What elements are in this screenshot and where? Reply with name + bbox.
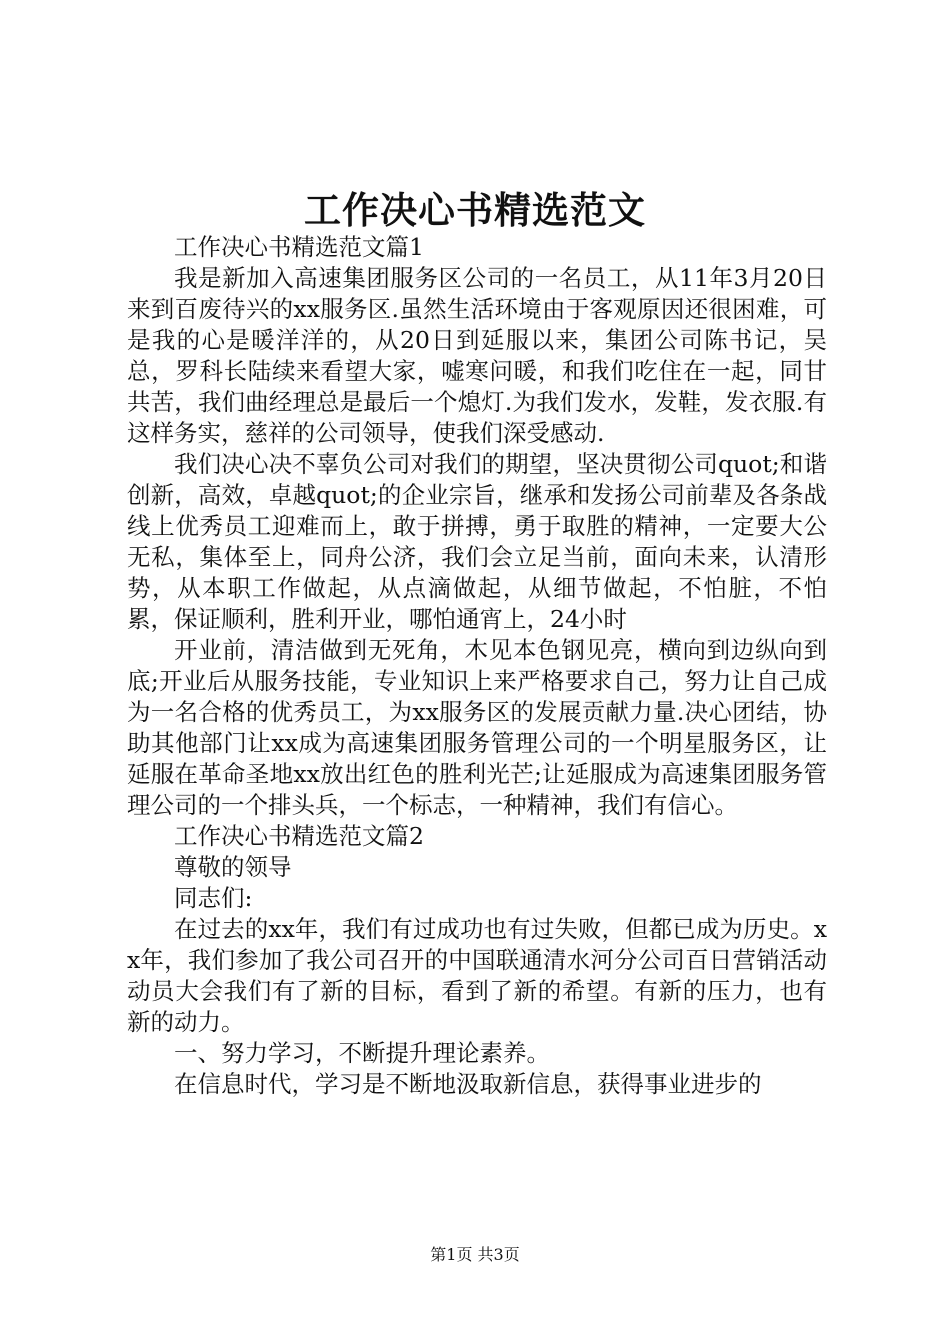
subheading: 一、努力学习，不断提升理论素养。 xyxy=(174,1039,550,1067)
salutation: 尊敬的领导 xyxy=(174,853,292,881)
section-heading-1: 工作决心书精选范文篇1 xyxy=(174,233,424,261)
document-title: 工作决心书精选范文 xyxy=(304,188,646,232)
paragraph: 在过去的xx年，我们有过成功也有过失败，但都已成为历史。xx年，我们参加了我公司召开的中国联通清水河分公司百日营销活动动员大会我们有了新的目标，看到了新的希望。有新的压力，也有新的动力。 xyxy=(127,915,827,1036)
section-heading-2: 工作决心书精选范文篇2 xyxy=(174,822,424,850)
document-body xyxy=(127,232,827,1100)
paragraph: 在信息时代，学习是不断地汲取新信息，获得事业进步的 xyxy=(174,1070,762,1098)
paragraph: 我是新加入高速集团服务区公司的一名员工，从11年3月20日来到百废待兴的xx服务区.虽然生活环境由于客观原因还很困难，可是我的心是暖洋洋的，从20日到延服以来，集团公司陈书记，吴总，罗科长陆续来看望大家，嘘寒问暖，和我们吃住在一起，同甘共苦，我们曲经理总是最后一个熄灯.为我们发水，发鞋，发衣服.有这样务实，慈祥的公司领导，使我们深受感动. xyxy=(127,264,827,447)
paragraph: 开业前，清洁做到无死角，木见本色钢见亮，横向到边纵向到底;开业后从服务技能，专业知识上来严格要求自己，努力让自己成为一名合格的优秀员工，为xx服务区的发展贡献力量.决心团结，协助其他部门让xx成为高速集团服务管理公司的一个明星服务区，让延服在革命圣地xx放出红色的胜利光芒;让延服成为高速集团服务管理公司的一个排头兵，一个标志，一种精神，我们有信心。 xyxy=(127,636,827,819)
page-number-footer: 第1页 共3页 xyxy=(430,1245,520,1264)
salutation: 同志们: xyxy=(174,884,253,912)
paragraph: 我们决心决不辜负公司对我们的期望，坚决贯彻公司quot;和谐创新，高效，卓越quot;的企业宗旨，继承和发扬公司前辈及各条战线上优秀员工迎难而上，敢于拼搏，勇于取胜的精神，一定要大公无私，集体至上，同舟公济，我们会立足当前，面向未来，认清形势，从本职工作做起，从点滴做起，从细节做起，不怕脏，不怕累，保证顺利，胜利开业，哪怕通宵上，24小时 xyxy=(127,450,827,633)
